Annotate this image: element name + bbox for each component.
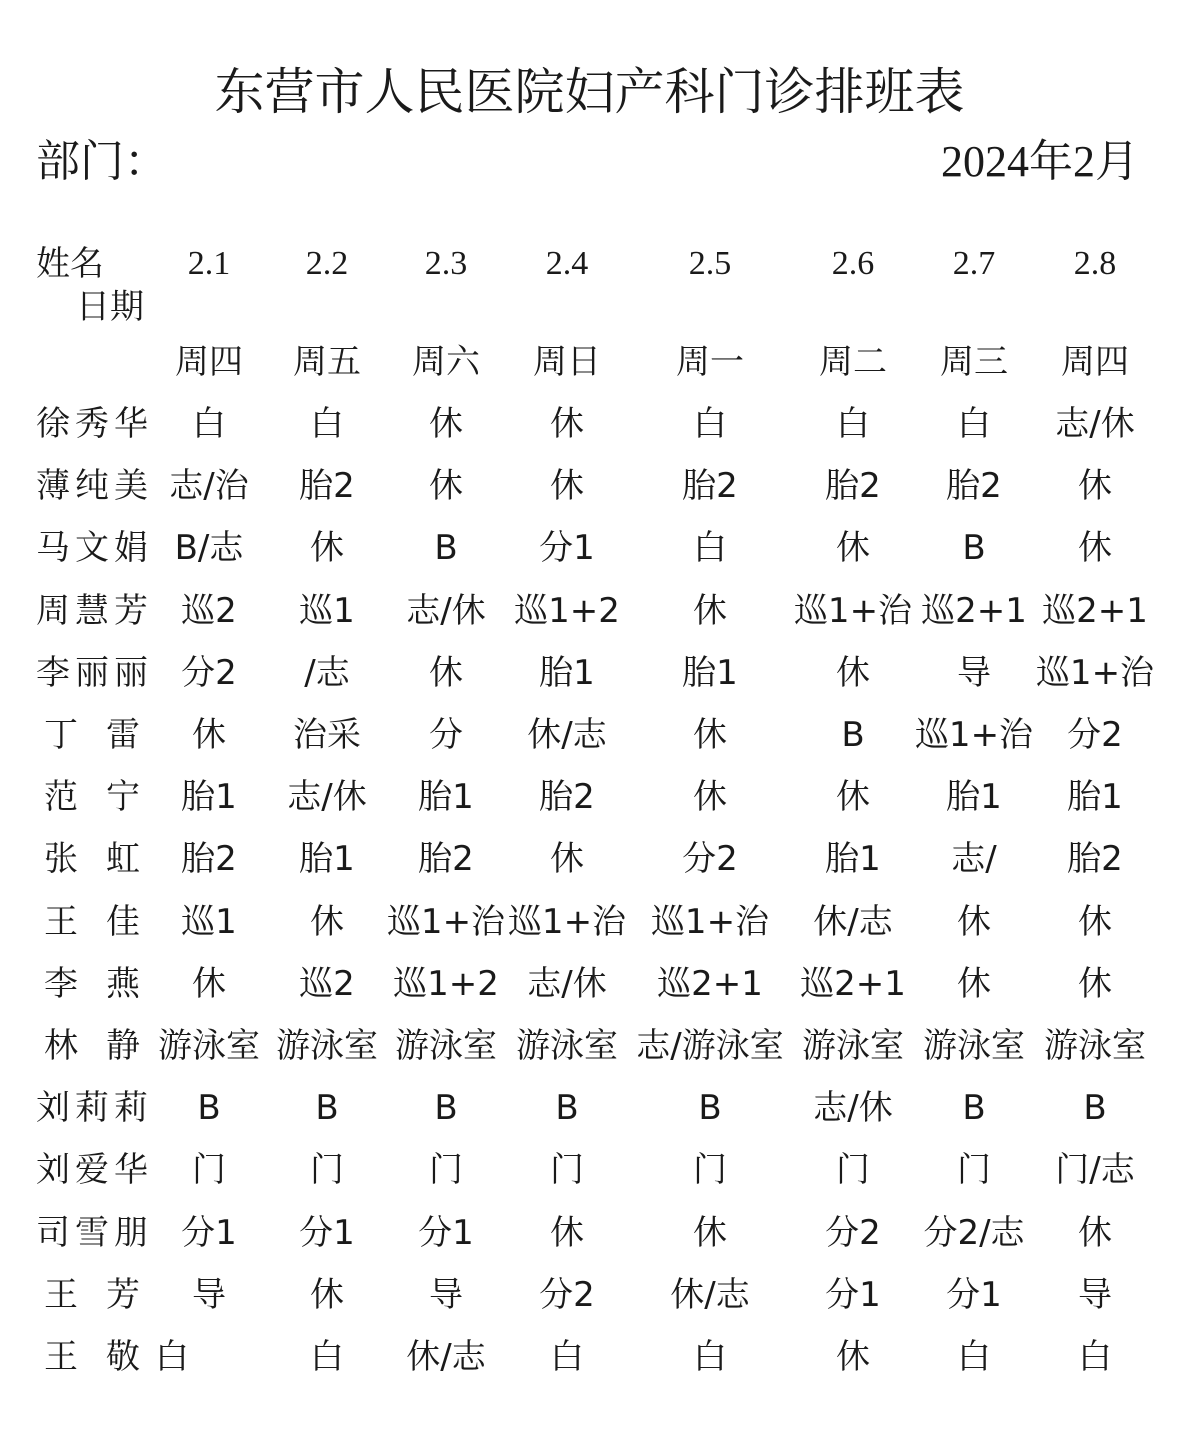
schedule-cell: 休/志: [813, 902, 893, 942]
staff-name: 薄纯美: [36, 466, 148, 506]
schedule-cell: 白: [1078, 1337, 1112, 1377]
schedule-cell: 休: [550, 1213, 584, 1253]
schedule-cell: 胎2: [299, 466, 355, 506]
schedule-cell: 巡1+2: [393, 964, 499, 1004]
schedule-cell: 胎2: [418, 839, 474, 879]
schedule-cell: 休: [836, 777, 870, 817]
date-header: 2.2: [305, 245, 349, 282]
schedule-cell: 巡2+1: [800, 964, 906, 1004]
schedule-cell: 巡1+治: [507, 902, 627, 942]
schedule-cell: 白: [192, 404, 226, 444]
schedule-cell: 休: [310, 528, 344, 568]
schedule-cell: 游泳室: [802, 1026, 904, 1066]
schedule-cell: 巡2: [299, 964, 355, 1004]
schedule-cell: 胎1: [299, 839, 355, 879]
schedule-cell: B/志: [174, 528, 244, 568]
schedule-cell: 导: [192, 1275, 226, 1315]
schedule-cell: 休: [693, 777, 727, 817]
schedule-cell: 休: [192, 715, 226, 755]
schedule-cell: 胎1: [946, 777, 1002, 817]
schedule-cell: 分2/志: [923, 1213, 1025, 1253]
schedule-cell: 巡1+治: [793, 591, 913, 631]
date-header: 2.4: [545, 245, 589, 282]
schedule-cell: 休: [957, 902, 991, 942]
schedule-cell: 分2: [1067, 715, 1123, 755]
schedule-cell: 门: [192, 1150, 226, 1190]
weekday-header: 周四: [175, 342, 243, 382]
schedule-cell: 巡1: [181, 902, 237, 942]
schedule-cell: 休: [1078, 528, 1112, 568]
staff-name: 李燕: [44, 964, 140, 1004]
schedule-cell: 导: [429, 1275, 463, 1315]
schedule-cell: 白: [550, 1337, 584, 1377]
schedule-cell: 分2: [181, 653, 237, 693]
schedule-cell: 分1: [299, 1213, 355, 1253]
schedule-cell: 治采: [293, 715, 361, 755]
schedule-cell: B: [1083, 1088, 1107, 1128]
schedule-cell: 巡1: [299, 591, 355, 631]
schedule-cell: 志/休: [813, 1088, 893, 1128]
schedule-cell: 白: [693, 1337, 727, 1377]
schedule-cell: 分1: [946, 1275, 1002, 1315]
schedule-cell: 休: [693, 591, 727, 631]
staff-name: 徐秀华: [36, 404, 148, 444]
staff-name: 李丽丽: [36, 653, 148, 693]
date-header: 2.6: [831, 245, 875, 282]
weekday-header: 周一: [676, 342, 744, 382]
schedule-cell: 休: [429, 466, 463, 506]
schedule-cell: 门: [693, 1150, 727, 1190]
schedule-cell: 胎2: [539, 777, 595, 817]
weekday-header: 周六: [412, 342, 480, 382]
schedule-cell: 胎2: [181, 839, 237, 879]
schedule-cell: 分1: [539, 528, 595, 568]
schedule-cell: 胎1: [825, 839, 881, 879]
schedule-cell: 胎2: [946, 466, 1002, 506]
schedule-cell: 游泳室: [516, 1026, 618, 1066]
schedule-cell: 志/休: [287, 777, 367, 817]
date-header: 2.3: [424, 245, 468, 282]
staff-name: 王敬: [44, 1337, 140, 1377]
schedule-cell: B: [698, 1088, 722, 1128]
schedule-cell: 门: [550, 1150, 584, 1190]
schedule-cell: B: [962, 528, 986, 568]
date-header: 2.7: [952, 245, 996, 282]
schedule-cell: 白: [693, 528, 727, 568]
schedule-cell: 门/志: [1055, 1150, 1135, 1190]
schedule-cell: 分: [429, 715, 463, 755]
schedule-cell: 胎2: [825, 466, 881, 506]
staff-name: 王芳: [44, 1275, 140, 1315]
weekday-header: 周日: [533, 342, 601, 382]
schedule-cell: 志/休: [406, 591, 486, 631]
schedule-cell: 游泳室: [158, 1026, 260, 1066]
schedule-cell: B: [555, 1088, 579, 1128]
schedule-cell: 休: [1078, 964, 1112, 1004]
weekday-header: 周五: [293, 342, 361, 382]
staff-name: 司雪朋: [36, 1213, 148, 1253]
schedule-cell: B: [434, 528, 458, 568]
schedule-cell: B: [197, 1088, 221, 1128]
schedule-cell: 胎1: [181, 777, 237, 817]
header-corner-date: 日期: [76, 287, 144, 327]
schedule-cell: 休: [1078, 1213, 1112, 1253]
schedule-cell: 白: [693, 404, 727, 444]
schedule-cell: 志/治: [169, 466, 249, 506]
schedule-cell: 分2: [825, 1213, 881, 1253]
department-label: 部门：: [36, 136, 168, 187]
staff-name: 张虹: [44, 839, 140, 879]
schedule-cell: 白: [155, 1337, 189, 1377]
schedule-cell: 门: [429, 1150, 463, 1190]
schedule-cell: 巡2+1: [921, 591, 1027, 631]
schedule-cell: 志/休: [527, 964, 607, 1004]
staff-name: 范宁: [44, 777, 140, 817]
schedule-cell: 休: [310, 902, 344, 942]
schedule-cell: 分2: [682, 839, 738, 879]
schedule-cell: 巡1+2: [514, 591, 620, 631]
weekday-header: 周四: [1061, 342, 1129, 382]
schedule-cell: 巡1+治: [650, 902, 770, 942]
header-corner-name: 姓名: [36, 244, 104, 284]
schedule-cell: B: [962, 1088, 986, 1128]
schedule-cell: 分1: [181, 1213, 237, 1253]
schedule-cell: B: [841, 715, 865, 755]
schedule-cell: 休: [836, 528, 870, 568]
schedule-cell: 游泳室: [923, 1026, 1025, 1066]
schedule-cell: 巡2: [181, 591, 237, 631]
schedule-cell: 休/志: [406, 1337, 486, 1377]
schedule-cell: 导: [1078, 1275, 1112, 1315]
schedule-cell: 休: [1078, 902, 1112, 942]
staff-name: 马文娟: [36, 528, 148, 568]
schedule-cell: 休: [836, 653, 870, 693]
schedule-cell: 休: [550, 404, 584, 444]
schedule-cell: 休: [550, 466, 584, 506]
schedule-cell: 分1: [418, 1213, 474, 1253]
schedule-cell: 门: [957, 1150, 991, 1190]
schedule-cell: 巡2+1: [657, 964, 763, 1004]
schedule-cell: 胎1: [682, 653, 738, 693]
schedule-cell: 休: [693, 1213, 727, 1253]
schedule-cell: 巡1+治: [386, 902, 506, 942]
schedule-cell: 志/休: [1055, 404, 1135, 444]
date-header: 2.8: [1073, 245, 1117, 282]
schedule-cell: 白: [310, 404, 344, 444]
date-header: 2.1: [187, 245, 231, 282]
schedule-cell: 门: [836, 1150, 870, 1190]
staff-name: 刘爱华: [36, 1150, 148, 1190]
schedule-cell: 休: [693, 715, 727, 755]
schedule-cell: 白: [310, 1337, 344, 1377]
schedule-cell: 巡1+治: [914, 715, 1034, 755]
schedule-cell: B: [315, 1088, 339, 1128]
schedule-cell: 休: [957, 964, 991, 1004]
schedule-cell: 门: [310, 1150, 344, 1190]
schedule-cell: 白: [957, 1337, 991, 1377]
staff-name: 丁雷: [44, 715, 140, 755]
schedule-cell: 巡2+1: [1042, 591, 1148, 631]
staff-name: 王佳: [44, 902, 140, 942]
schedule-cell: 休: [192, 964, 226, 1004]
schedule-cell: 游泳室: [276, 1026, 378, 1066]
staff-name: 刘莉莉: [36, 1088, 148, 1128]
schedule-cell: /志: [304, 653, 350, 693]
schedule-cell: 胎1: [539, 653, 595, 693]
schedule-cell: B: [434, 1088, 458, 1128]
schedule-cell: 导: [957, 653, 991, 693]
schedule-cell: 休: [836, 1337, 870, 1377]
schedule-cell: 志/游泳室: [636, 1026, 784, 1066]
schedule-cell: 白: [957, 404, 991, 444]
schedule-cell: 休: [1078, 466, 1112, 506]
schedule-cell: 志/: [951, 839, 997, 879]
page-title: 东营市人民医院妇产科门诊排班表: [214, 63, 965, 121]
schedule-cell: 分1: [825, 1275, 881, 1315]
weekday-header: 周二: [819, 342, 887, 382]
schedule-cell: 白: [836, 404, 870, 444]
schedule-cell: 休: [429, 653, 463, 693]
schedule-cell: 休/志: [527, 715, 607, 755]
schedule-cell: 巡1+治: [1035, 653, 1155, 693]
schedule-cell: 休: [429, 404, 463, 444]
staff-name: 林静: [44, 1026, 140, 1066]
schedule-cell: 胎2: [682, 466, 738, 506]
schedule-cell: 游泳室: [395, 1026, 497, 1066]
schedule-month: 2024年2月: [941, 137, 1139, 186]
schedule-cell: 休: [550, 839, 584, 879]
schedule-cell: 休/志: [670, 1275, 750, 1315]
schedule-cell: 胎2: [1067, 839, 1123, 879]
staff-name: 周慧芳: [36, 591, 148, 631]
schedule-cell: 休: [310, 1275, 344, 1315]
schedule-cell: 胎1: [418, 777, 474, 817]
weekday-header: 周三: [940, 342, 1008, 382]
schedule-cell: 游泳室: [1044, 1026, 1146, 1066]
schedule-cell: 胎1: [1067, 777, 1123, 817]
date-header: 2.5: [688, 245, 732, 282]
schedule-cell: 分2: [539, 1275, 595, 1315]
